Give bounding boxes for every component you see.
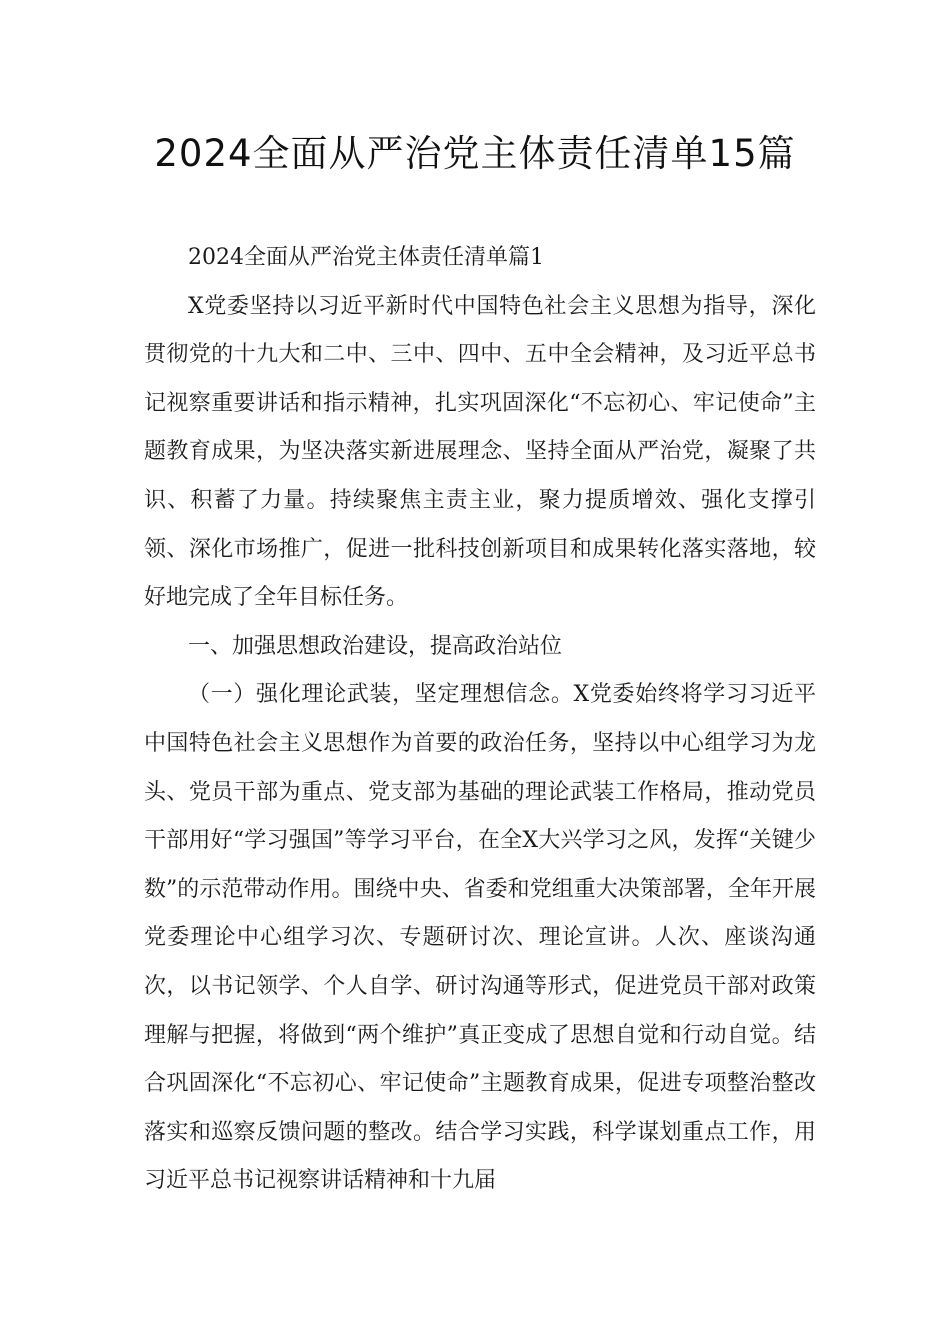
section-paragraph: （一）强化理论武装，坚定理想信念。X党委始终将学习习近平中国特色社会主义思想作为首要的政治任务，坚持以中心组学习为龙头、党员干部为重点、党支部为基础的理论武装工作格局，推动党员干部用好“学习强国”等学习平台，在全X大兴学习之风，发挥“关键少数”的示范带动作用。围绕中央、省委和党组重大决策部署，全年开展党委理论中心组学习次、专题研讨次、理论宣讲。人次、座谈沟通次，以书记领学、个人自学、研讨沟通等形式，促进党员干部对政策理解与把握，将做到“两个维护”真正变成了思想自觉和行动自觉。结合巩固深化“不忘初心、牢记使命”主题教育成果，促进专项整治整改落实和巡察反馈问题的整改。结合学习实践，科学谋划重点工作，用习近平总书记视察讲话精神和十九届 — [144, 682, 816, 1194]
section-heading: 一、加强思想政治建设，提高政治站位 — [188, 633, 563, 659]
intro-paragraph: X党委坚持以习近平新时代中国特色社会主义思想为指导，深化贯彻党的十九大和二中、三中、四中、五中全会精神，及习近平总书记视察重要讲话和指示精神，扎实巩固深化“不忘初心、牢记使命”主题教育成果，为坚决落实新进展理念、坚持全面从严治党，凝聚了共识、积蓄了力量。持续聚焦主责主业，聚力提质增效、强化支撑引领、深化市场推广，促进一批科技创新项目和成果转化落实落地，较好地完成了全年目标任务。 — [144, 293, 816, 611]
document-body — [144, 234, 816, 1206]
document-title: 2024全面从严治党主体责任清单15篇 — [154, 132, 796, 175]
section-subtitle: 2024全面从严治党主体责任清单篇1 — [188, 245, 544, 270]
